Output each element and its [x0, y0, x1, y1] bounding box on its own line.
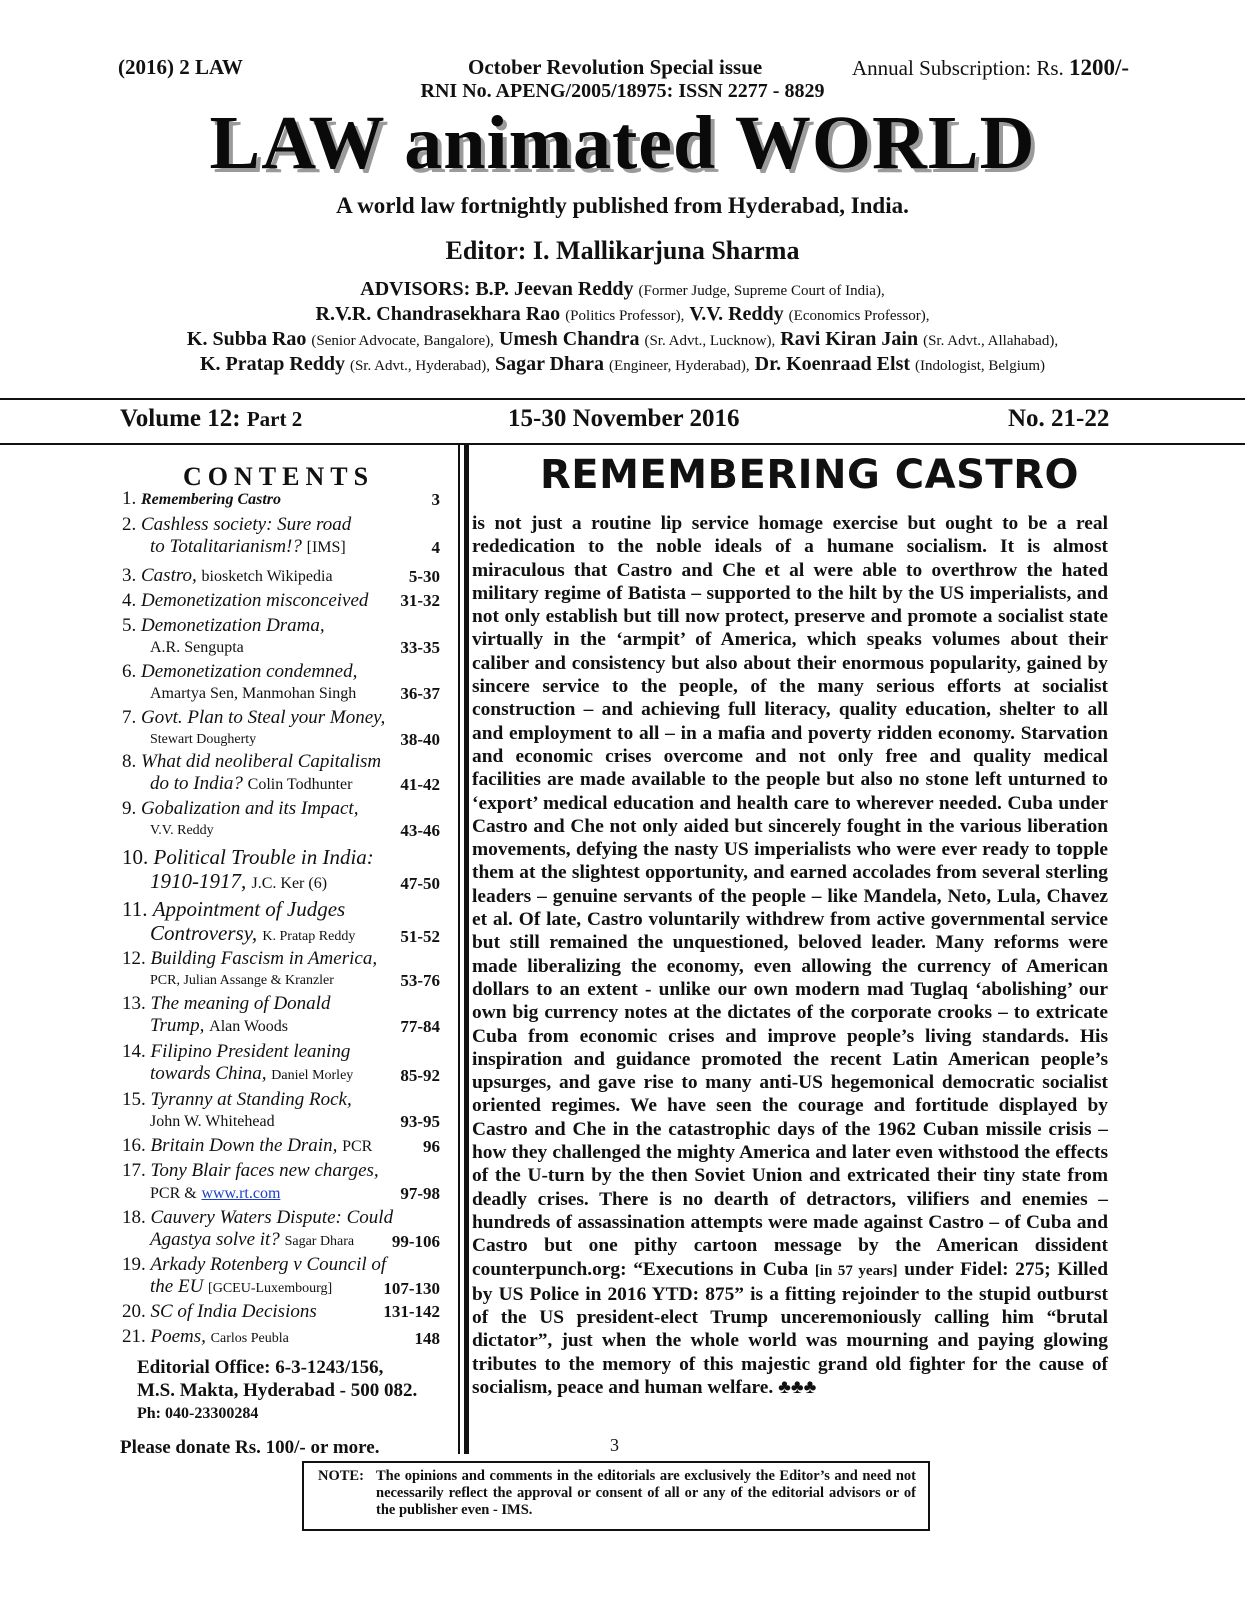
advisor-name: B.P. Jeevan Reddy	[475, 278, 634, 300]
note-label: NOTE:	[318, 1468, 364, 1484]
toc-title: Remembering Castro	[141, 491, 282, 508]
toc-item[interactable]	[122, 1254, 440, 1300]
advisor-name: R.V.R. Chandrasekhara Rao	[315, 303, 561, 325]
rt-link[interactable]: www.rt.com	[201, 1185, 281, 1202]
toc-number: 19.	[122, 1254, 146, 1275]
toc-number: 1.	[122, 488, 137, 509]
toc-number: 10.	[122, 845, 149, 869]
toc-number: 4.	[122, 590, 137, 611]
toc-item[interactable]	[122, 993, 440, 1038]
toc-item[interactable]	[122, 1207, 440, 1253]
editorial-office	[137, 1356, 417, 1425]
office-phone: Ph: 040-23300284	[137, 1405, 259, 1422]
advisor-name: Sagar Dhara	[494, 353, 605, 375]
subscription	[852, 55, 1129, 81]
toc-item[interactable]	[122, 661, 440, 705]
toc-number: 16.	[122, 1135, 146, 1156]
toc-number: 5.	[122, 615, 137, 636]
toc-pages: 51-52	[400, 927, 440, 946]
advisor-name: Ravi Kiran Jain	[780, 328, 919, 350]
toc-pages: 53-76	[400, 971, 440, 990]
toc-title: Building Fascism in America,	[150, 948, 378, 969]
toc-author: Alan Woods	[209, 1018, 288, 1035]
toc-author: J.C. Ker (6)	[251, 875, 328, 892]
toc-author: Sagar Dhara	[284, 1234, 355, 1249]
toc-title: Tyranny at Standing Rock,	[150, 1089, 352, 1110]
editorial-body	[472, 512, 1108, 1399]
advisor-role: (Politics Professor),	[565, 308, 685, 324]
toc-item[interactable]	[122, 845, 440, 896]
toc-title: Demonetization Drama,	[141, 615, 325, 636]
toc-pages: 31-32	[400, 591, 440, 610]
toc-item[interactable]	[122, 948, 440, 992]
contents-heading: CONTENTS	[183, 462, 375, 491]
toc-number: 20.	[122, 1301, 146, 1322]
toc-item[interactable]	[122, 615, 440, 659]
toc-item[interactable]	[122, 514, 440, 559]
toc-author: PCR	[342, 1138, 373, 1155]
toc-item[interactable]	[122, 1160, 440, 1205]
toc-author: PCR &	[150, 1185, 197, 1202]
toc-title-cont: Trump,	[150, 1015, 205, 1036]
toc-author: Carlos Peubla	[210, 1331, 289, 1346]
toc-title-cont: the EU	[150, 1276, 204, 1297]
advisor-name: K. Subba Rao	[186, 328, 307, 350]
toc-title: Arkady Rotenberg v Council of	[150, 1254, 387, 1275]
toc-author: A.R. Sengupta	[150, 639, 244, 656]
volume-number: Volume 12:	[120, 405, 241, 432]
toc-title: SC of India Decisions	[150, 1301, 317, 1322]
toc-number: 3.	[122, 565, 137, 586]
toc-item[interactable]	[122, 707, 440, 751]
advisor-role: (Sr. Advt., Lucknow),	[644, 333, 776, 349]
toc-author: Amartya Sen, Manmohan Singh	[150, 685, 357, 702]
toc-item[interactable]	[122, 590, 440, 612]
masthead-title: LAW animated WORLD	[209, 101, 1036, 185]
editorial-title: REMEMBERING CASTRO	[540, 452, 1079, 498]
toc-pages: 99-106	[391, 1232, 440, 1251]
toc-title: Cauvery Waters Dispute: Could	[150, 1207, 394, 1228]
toc-title: Demonetization condemned,	[141, 661, 358, 682]
toc-title: Gobalization and its Impact,	[141, 798, 359, 819]
rni-issn: RNI No. APENG/2005/18975: ISSN 2277 - 8829	[420, 80, 825, 102]
office-address-line-1: Editorial Office: 6-3-1243/156,	[137, 1357, 384, 1378]
advisor-name: Umesh Chandra	[498, 328, 640, 350]
toc-number: 14.	[122, 1041, 146, 1062]
toc-item[interactable]	[122, 1089, 440, 1133]
toc-title-cont: do to India?	[150, 773, 243, 794]
advisor-name: K. Pratap Reddy	[199, 353, 345, 375]
toc-number: 12.	[122, 948, 146, 969]
volume	[120, 405, 302, 433]
toc-author: John W. Whitehead	[150, 1113, 275, 1130]
note-text: The opinions and comments in the editorials are exclusively the Editor’s and need not necessarily reflect the approval or consent of all or any of the editorial advisors or of the publisher even - IMS.	[376, 1468, 916, 1518]
advisors-line-2	[0, 303, 1245, 326]
toc-item[interactable]	[122, 488, 440, 511]
toc-number: 17.	[122, 1160, 146, 1181]
advisor-role: (Former Judge, Supreme Court of India),	[638, 283, 885, 299]
toc-item[interactable]	[122, 751, 440, 796]
toc-author: PCR, Julian Assange & Kranzler	[150, 973, 334, 988]
toc-author: Daniel Morley	[271, 1068, 354, 1083]
special-issue-label: October Revolution Special issue	[468, 55, 763, 79]
subscription-amount: 1200/-	[1069, 55, 1130, 80]
editorial-text-2: under Fidel: 275; Killed by US Police in 2016 YTD: 875” is a fitting rejoinder to the stupid outburst of the US president-elect Trump unceremoniously calling him “brutal dictator”, just when the whole world was mourning and paying glowing tributes to the memory of this majestic grand old fighter for the cause of socialism, peace and human welfare.	[472, 1258, 1109, 1398]
toc-item[interactable]	[122, 1135, 440, 1158]
end-mark-icon: ♣♣♣	[778, 1376, 817, 1398]
toc-author: Stewart Dougherty	[150, 732, 257, 747]
toc-number: 2.	[122, 514, 137, 535]
page-number: 3	[610, 1435, 619, 1455]
toc-pages: 4	[431, 538, 440, 557]
issue-date: 15-30 November 2016	[508, 405, 740, 432]
toc-title-cont: Controversy,	[150, 921, 258, 945]
toc-pages: 33-35	[400, 638, 440, 657]
toc-title-cont: Agastya solve it?	[150, 1229, 280, 1250]
issue-number: No. 21-22	[1008, 405, 1110, 432]
toc-title: Govt. Plan to Steal your Money,	[141, 707, 386, 728]
tagline: A world law fortnightly published from Hyderabad, India.	[336, 193, 909, 218]
advisors-line-3	[0, 328, 1245, 351]
toc-author: [GCEU-Luxembourg]	[208, 1281, 333, 1296]
advisors-line-1	[0, 278, 1245, 301]
toc-pages: 107-130	[383, 1279, 440, 1298]
toc-author: Colin Todhunter	[247, 776, 353, 793]
toc-title: Filipino President leaning	[150, 1041, 351, 1062]
toc-pages: 148	[414, 1329, 440, 1348]
toc-pages: 38-40	[400, 730, 440, 749]
advisors-label: ADVISORS:	[360, 278, 471, 300]
toc-pages: 85-92	[400, 1066, 440, 1085]
editor-line: Editor: I. Mallikarjuna Sharma	[445, 236, 800, 265]
toc-author: K. Pratap Reddy	[262, 929, 356, 944]
toc-item[interactable]	[122, 897, 440, 949]
toc-title: Tony Blair faces new charges,	[150, 1160, 379, 1181]
office-address-line-2: M.S. Makta, Hyderabad - 500 082.	[137, 1380, 418, 1401]
column-divider-thick	[464, 444, 469, 1454]
toc-pages: 96	[423, 1137, 440, 1156]
toc-pages: 36-37	[400, 684, 440, 703]
toc-title: Cashless society: Sure road	[141, 514, 352, 535]
editorial-text-aside: [in 57 years]	[814, 1262, 898, 1279]
toc-title-cont: towards China,	[150, 1063, 267, 1084]
toc-title: Appointment of Judges	[152, 897, 346, 921]
toc-pages: 47-50	[400, 874, 440, 893]
citation: (2016) 2 LAW	[118, 55, 243, 79]
toc-number: 18.	[122, 1207, 146, 1228]
toc-number: 15.	[122, 1089, 146, 1110]
toc-pages: 97-98	[400, 1184, 440, 1203]
toc-number: 7.	[122, 707, 137, 728]
toc-pages: 43-46	[400, 821, 440, 840]
divider-top	[0, 398, 1245, 400]
toc-number: 9.	[122, 798, 137, 819]
toc-title: Britain Down the Drain,	[150, 1135, 338, 1156]
toc-item[interactable]	[122, 798, 440, 842]
divider-bottom	[0, 443, 1245, 445]
toc-item[interactable]	[122, 565, 440, 588]
toc-item[interactable]	[122, 1326, 440, 1350]
toc-title-cont: to Totalitarianism!?	[150, 536, 302, 557]
advisor-role: (Sr. Advt., Allahabad),	[923, 333, 1059, 349]
toc-number: 8.	[122, 751, 137, 772]
volume-part: Part 2	[246, 407, 303, 431]
toc-author: biosketch Wikipedia	[201, 568, 333, 585]
column-divider-thin	[458, 444, 460, 1454]
toc-pages: 41-42	[400, 775, 440, 794]
editorial-text-1: is not just a routine lip service homage exercise but ought to be a real rededication to the noble ideals of a humane socialism. It is almost miraculous that Castro and Che et al were able to overthrow the hated military regime of Batista – supported to the hilt by the US imperialists, and not only establish but till now protect, preserve and promote a socialist state virtually in the ‘armpit’ of America, which speaks volumes about their caliber and consistency but also about their enormous popularity, gained by sincere service to the people, of the many serious efforts at socialist construction – and achieving full literacy, quality education, shelter to all and employment to all – in a mafia and poverty ridden economy. Starvation and economic crises overcome and not only free and quality medical facilities are made available to the people but also no stone left unturned to ‘export’ medical education and health care to wherever needed. Cuba under Castro and Che not only aided but sincerely fought in the various liberation movements, defying the nasty US imperialists who were ever ready to topple them at the slightest opportunity, and earned accolades from several sterling leaders – genuine servants of the people – like Mandela, Neto, Lula, Chavez et al. Of late, Castro voluntarily withdrew from active governmental service but still remained the unquestioned, beloved leader. Many reforms were made liberalizing the economy, even allowing the currency of American dollars to an extent - unlike our own modern mad Tuglaq ‘abolishing’ our own big currency notes at the dictates of the corporate crooks – to extricate Cuba from economic crises and improve people’s living standards. His inspiration and guidance promoted the recent Latin American people’s upsurges, and gave rise to many anti-US hegemonical democratic socialist oriented regimes. We have seen the courage and fortitude displayed by Castro and Che in the catastrophic days of the 1962 Cuban missile crisis – how they challenged the mighty America and later even withstood the effects of the U-turn by the then Soviet Union and extricated their tiny state from deadly crises. There is no dearth of detractors, vilifiers and enemies – hundreds of assassination attempts were made against Castro – of Cuba and Castro but one pithy cartoon message by the American dissident counterpunch.org: “Executions in Cuba	[472, 513, 1108, 1280]
donation-appeal: Please donate Rs. 100/- or more.	[120, 1437, 380, 1458]
advisor-name: V.V. Reddy	[689, 303, 784, 325]
advisor-role: (Engineer, Hyderabad),	[609, 358, 750, 374]
toc-pages: 77-84	[400, 1017, 440, 1036]
disclaimer-note	[302, 1461, 930, 1531]
toc-number: 21.	[122, 1326, 146, 1347]
toc-title: Castro,	[141, 565, 197, 586]
toc-author: V.V. Reddy	[150, 823, 214, 838]
toc-pages: 5-30	[408, 567, 440, 586]
toc-title: The meaning of Donald	[150, 993, 331, 1014]
toc-number: 6.	[122, 661, 137, 682]
toc-number: 13.	[122, 993, 146, 1014]
advisor-name: Dr. Koenraad Elst	[754, 353, 911, 375]
toc-pages: 3	[431, 490, 440, 509]
advisor-role: (Indologist, Belgium)	[915, 358, 1046, 374]
subscription-label: Annual Subscription: Rs.	[852, 56, 1064, 80]
toc-pages: 131-142	[383, 1302, 440, 1321]
toc-title: Demonetization misconceived	[141, 590, 369, 611]
toc-item[interactable]	[122, 1041, 440, 1087]
toc-title: Political Trouble in India:	[153, 845, 374, 869]
toc-title: What did neoliberal Capitalism	[141, 751, 382, 772]
advisor-role: (Sr. Advt., Hyderabad),	[349, 358, 490, 374]
toc-pages: 93-95	[400, 1112, 440, 1131]
toc-item[interactable]	[122, 1301, 440, 1323]
advisor-role: (Senior Advocate, Bangalore),	[311, 333, 494, 349]
advisor-role: (Economics Professor),	[788, 308, 930, 324]
toc-title-cont: 1910-1917,	[150, 869, 247, 893]
toc-title: Poems,	[150, 1326, 206, 1347]
advisors-line-4	[0, 353, 1245, 376]
toc-author: [IMS]	[306, 539, 346, 556]
toc-number: 11.	[122, 897, 148, 921]
